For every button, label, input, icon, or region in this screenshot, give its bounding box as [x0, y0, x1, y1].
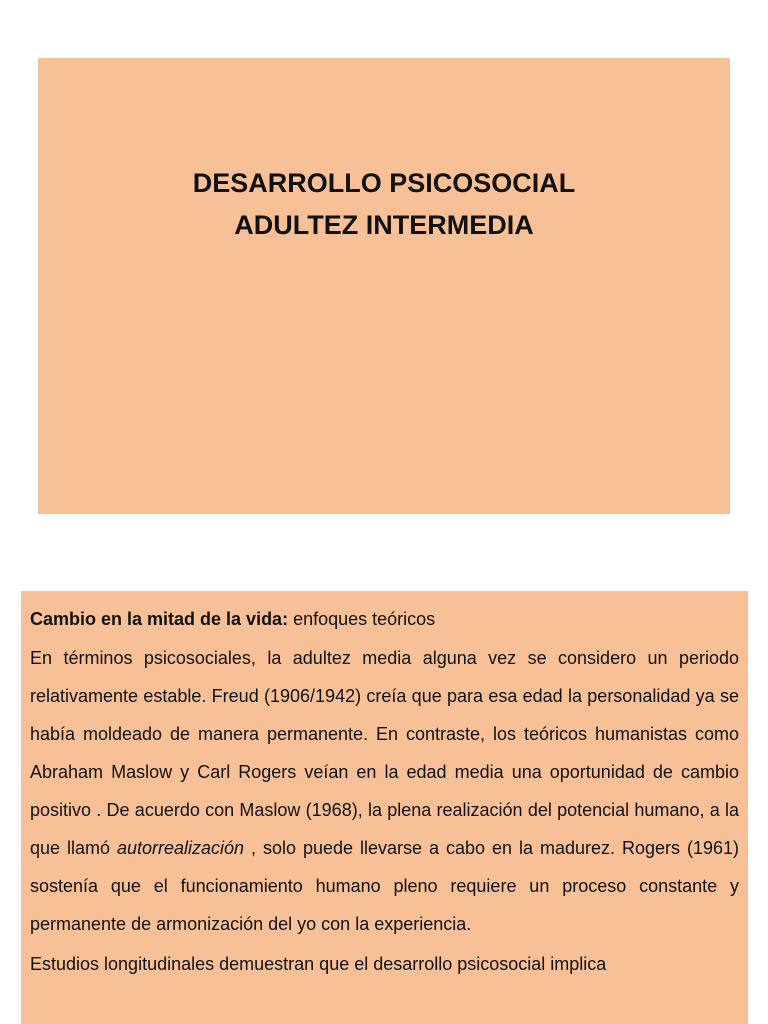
title-line-1: DESARROLLO PSICOSOCIAL — [192, 168, 576, 198]
content-slide — [21, 591, 748, 1024]
section-heading-bold: Cambio en la mitad de la vida: — [30, 609, 289, 629]
paragraph-1-part-1: En términos psicosociales, la adultez media alguna vez se considero un periodo relativamente estable. Freud (1906/1942) creía que para esa edad la personalidad ya se había moldeado de manera permanente. En contraste, los teóricos humanistas como Abraham Maslow y Carl Rogers veían en la edad media una oportunidad de cambio positivo . De acuerdo con Maslow (1968), la plena realización del potencial humano, a la que llamó — [30, 648, 739, 858]
title-line-2: ADULTEZ INTERMEDIA — [234, 210, 534, 240]
paragraph-1 — [30, 639, 739, 943]
paragraph-2: Estudios longitudinales demuestran que el desarrollo psicosocial implica — [30, 954, 607, 974]
slide-title — [38, 162, 730, 246]
section-heading-rest: enfoques teóricos — [288, 609, 436, 629]
paragraph-1-italic-term: autorrealización — [116, 838, 245, 858]
title-slide — [38, 58, 730, 514]
paragraph-1-part-2: , solo puede llevarse a cabo en la madurez. Rogers (1961) sostenía que el funcionamiento humano pleno requiere un proceso constante y permanente de armonización del yo con la experiencia. — [30, 838, 739, 934]
section-heading — [30, 607, 739, 631]
